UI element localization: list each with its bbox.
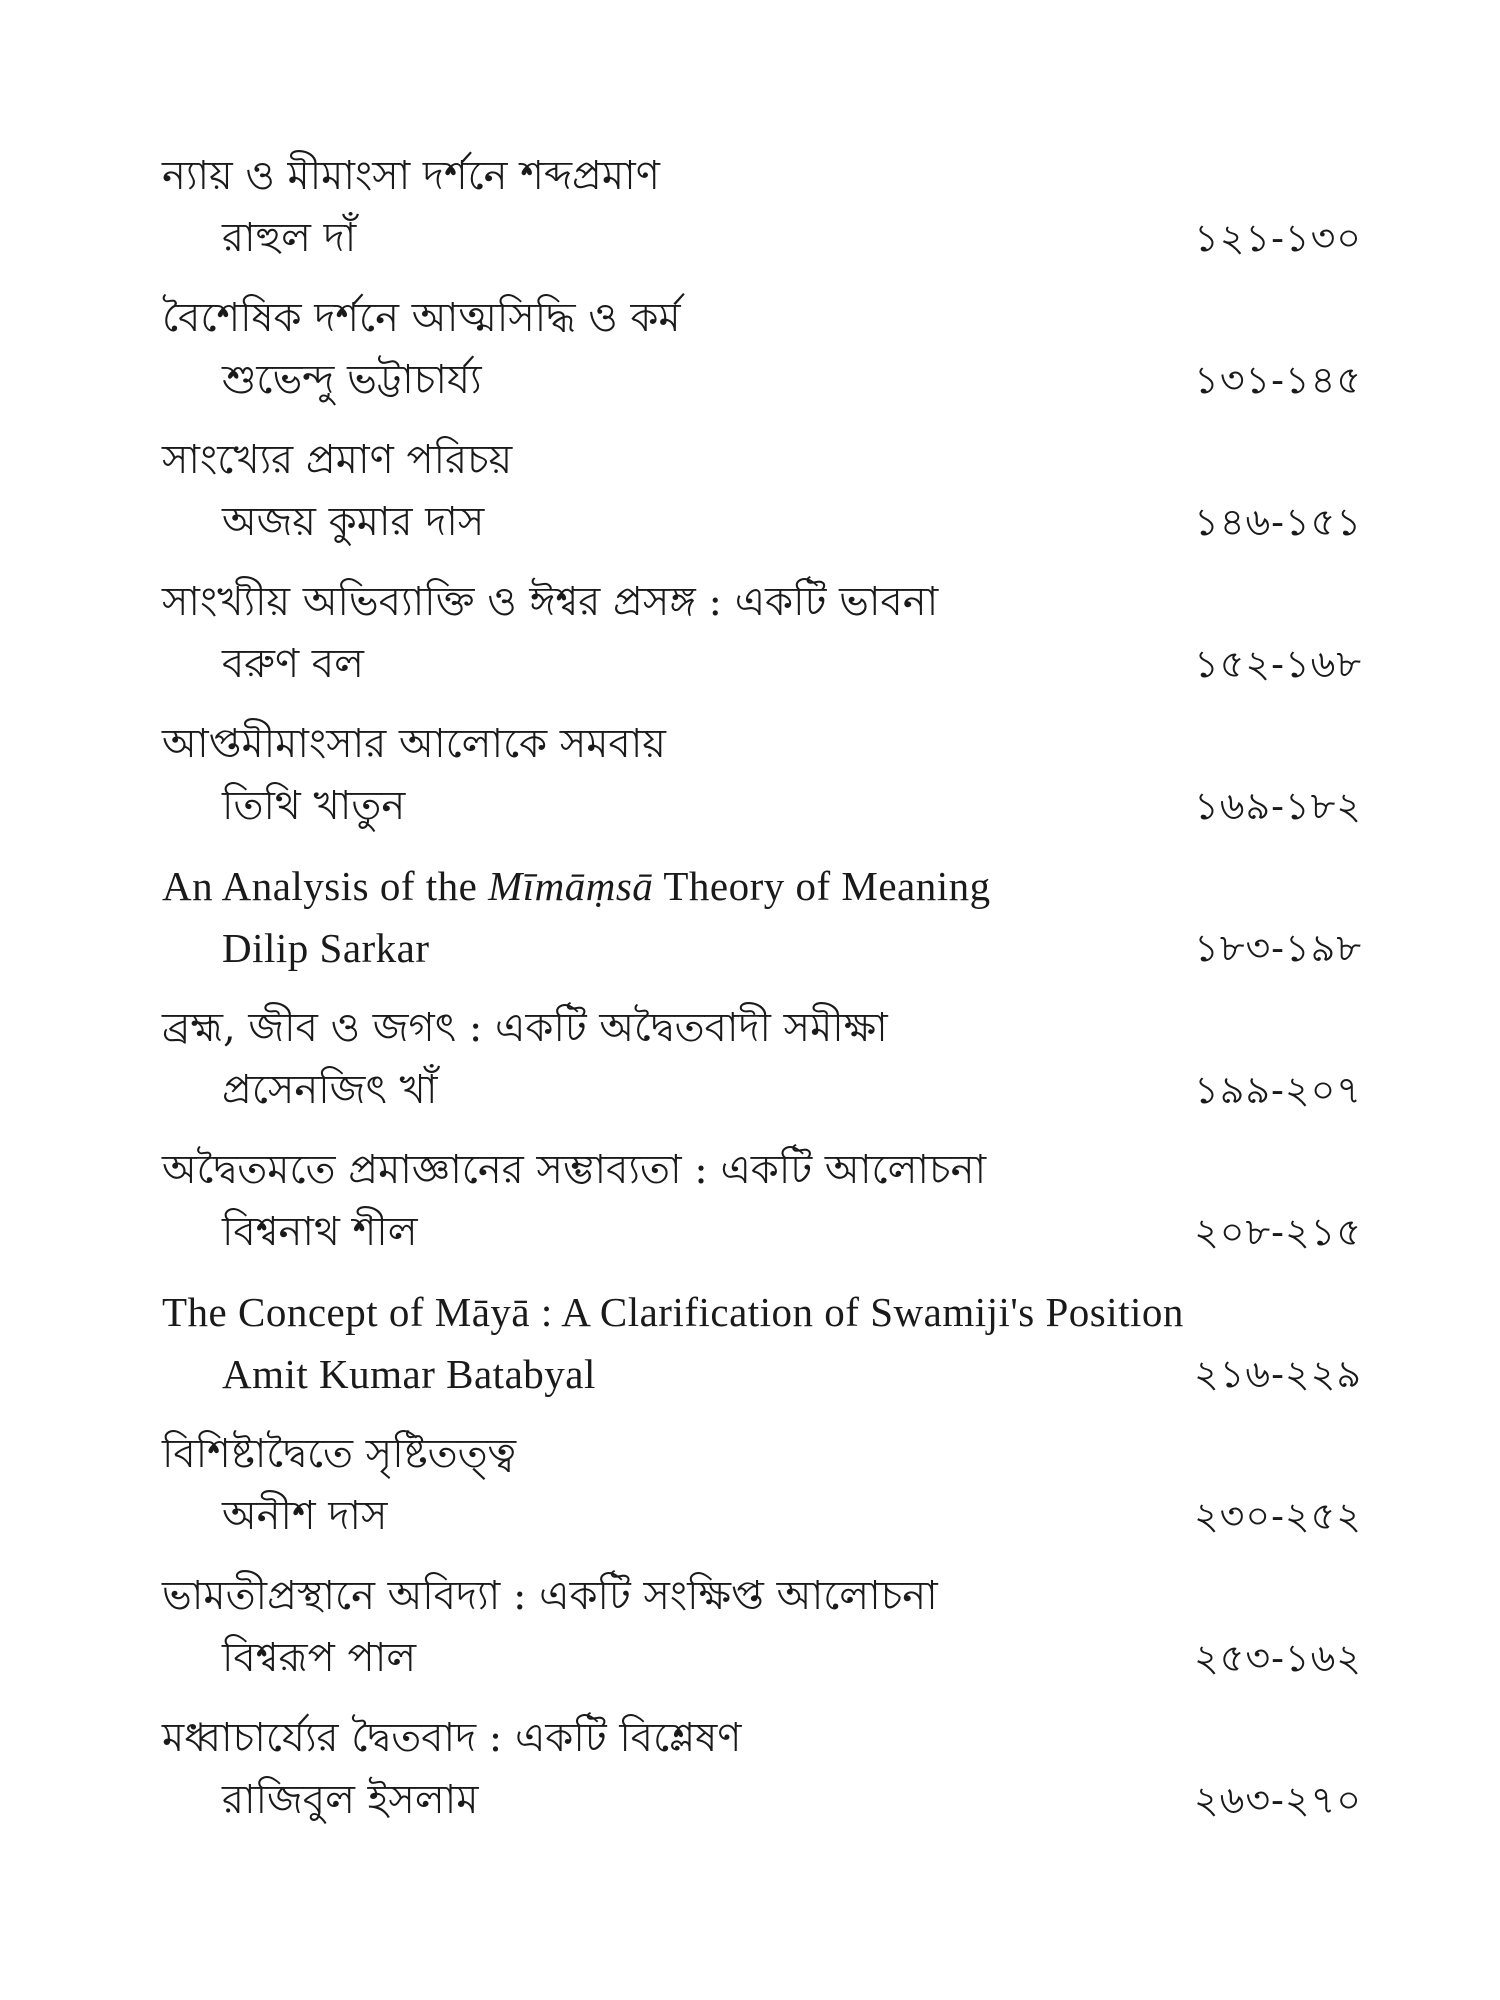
toc-entry: [162, 290, 1362, 432]
entry-author: বিশ্বরূপ পাল: [222, 1635, 417, 1681]
entry-title-part: Theory of Meaning: [653, 863, 991, 909]
entry-title-part: An Analysis of the: [162, 863, 489, 909]
entry-author: বিশ্বনাথ শীল: [222, 1209, 418, 1255]
entry-author: রাহুল দাঁ: [222, 215, 357, 261]
entry-byline: [222, 1772, 1362, 1828]
toc-entry: [162, 1568, 1362, 1710]
entry-pages: ২১৬-২২৯: [1194, 1352, 1362, 1396]
entry-title: [162, 858, 991, 914]
entry-pages: ১৬৯-১৮২: [1194, 784, 1362, 828]
entry-pages: ১৫২-১৬৮: [1194, 642, 1362, 686]
entry-byline: [222, 1630, 1362, 1686]
entry-title: আপ্তমীমাংসার আলোকে সমবায়: [162, 721, 666, 767]
entry-title: সাংখ্যীয় অভিব্যাক্তি ও ঈশ্বর প্রসঙ্গ : একটি ভাবনা: [162, 579, 939, 625]
entry-byline: [222, 636, 1362, 692]
entry-title-italic-term: Mīmāṃsā: [488, 863, 654, 909]
toc-entry: [162, 716, 1362, 858]
toc-entry: [162, 1284, 1362, 1426]
entry-byline: [222, 920, 1362, 976]
toc-entry: [162, 1000, 1362, 1142]
toc-entry: [162, 432, 1362, 574]
entry-author: তিথি খাতুন: [222, 783, 406, 829]
entry-title: ন্যায় ও মীমাংসা দর্শনে শব্দপ্রমাণ: [162, 153, 660, 199]
entry-pages: ২০৮-২১৫: [1194, 1210, 1362, 1254]
entry-author: রাজিবুল ইসলাম: [222, 1777, 479, 1823]
entry-byline: [222, 1204, 1362, 1260]
toc-entry: [162, 1142, 1362, 1284]
entry-author: বরুণ বল: [222, 641, 364, 687]
entry-title: মধ্বাচার্য্যের দ্বৈতবাদ : একটি বিশ্লেষণ: [162, 1715, 742, 1761]
entry-author: প্রসেনজিৎ খাঁ: [222, 1067, 438, 1113]
toc-entry: [162, 148, 1362, 290]
entry-author: অনীশ দাস: [222, 1493, 388, 1539]
entry-title: ব্রহ্ম, জীব ও জগৎ : একটি অদ্বৈতবাদী সমীক্ষা: [162, 1005, 888, 1051]
entry-pages: ২৬৩-২৭০: [1193, 1778, 1362, 1822]
entry-byline: [222, 352, 1362, 408]
entry-title: ভামতীপ্রস্থানে অবিদ্যা : একটি সংক্ষিপ্ত আলোচনা: [162, 1573, 938, 1619]
entry-pages: ২৩০-২৫২: [1193, 1494, 1362, 1538]
entry-author: Dilip Sarkar: [222, 925, 430, 971]
table-of-contents: [162, 148, 1362, 1852]
entry-title: বিশিষ্টাদ্বৈতে সৃষ্টিতত্ত্ব: [162, 1431, 517, 1477]
entry-author: শুভেন্দু ভট্টাচার্য্য: [222, 357, 482, 403]
entry-title: অদ্বৈতমতে প্রমাজ্ঞানের সম্ভাব্যতা : একটি আলোচনা: [162, 1147, 987, 1193]
entry-pages: ১৯৯-২০৭: [1194, 1068, 1362, 1112]
entry-title: সাংখ্যের প্রমাণ পরিচয়: [162, 437, 513, 483]
entry-pages: ২৫৩-১৬২: [1194, 1636, 1362, 1680]
entry-title: বৈশেষিক দর্শনে আত্মসিদ্ধি ও কর্ম: [162, 295, 681, 341]
entry-pages: ১৩১-১৪৫: [1194, 358, 1362, 402]
entry-byline: [222, 778, 1362, 834]
entry-pages: ১২১-১৩০: [1194, 216, 1362, 260]
entry-author: Amit Kumar Batabyal: [222, 1351, 596, 1397]
entry-pages: ১৮৩-১৯৮: [1194, 926, 1362, 970]
entry-byline: [222, 1062, 1362, 1118]
entry-byline: [222, 1488, 1362, 1544]
entry-title: The Concept of Māyā : A Clarification of Swamiji's Position: [162, 1289, 1184, 1335]
entry-byline: [222, 210, 1362, 266]
entry-pages: ১৪৬-১৫১: [1194, 500, 1362, 544]
toc-entry: [162, 858, 1362, 1000]
entry-author: অজয় কুমার দাস: [222, 499, 485, 545]
toc-entry: [162, 1710, 1362, 1852]
entry-byline: [222, 1346, 1362, 1402]
toc-entry: [162, 574, 1362, 716]
toc-entry: [162, 1426, 1362, 1568]
entry-byline: [222, 494, 1362, 550]
